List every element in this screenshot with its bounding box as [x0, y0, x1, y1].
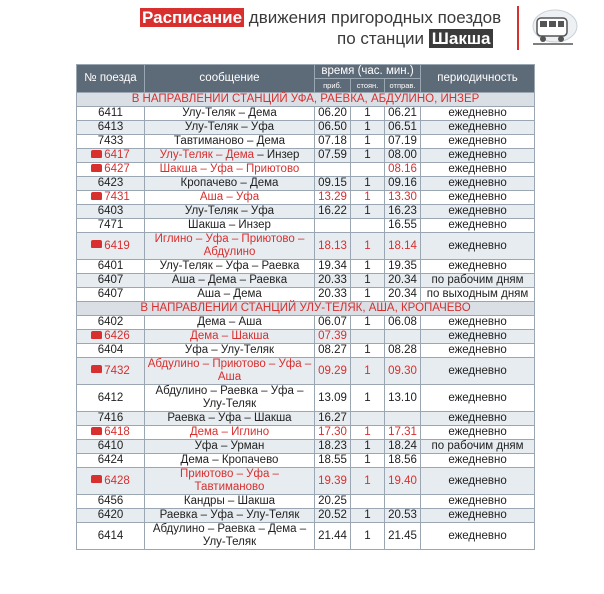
table-row — [77, 440, 535, 454]
table-row — [77, 523, 535, 550]
route-text: Кандры – Шакша — [183, 495, 276, 507]
route-text: Иглино – Уфа – Приютово – Абдулино — [154, 233, 305, 258]
route-cell — [145, 163, 315, 177]
train-number: 7471 — [97, 219, 124, 231]
arrival-time: 18.55 — [315, 454, 351, 468]
arrival-time — [315, 163, 351, 177]
train-number: 6418 — [104, 426, 130, 438]
route-cell — [145, 260, 315, 274]
train-number-cell — [77, 412, 145, 426]
train-number-cell — [77, 288, 145, 302]
stop-duration: 1 — [351, 454, 385, 468]
train-number: 6423 — [97, 177, 124, 189]
stop-duration: 1 — [351, 385, 385, 412]
table-row — [77, 426, 535, 440]
train-number-cell — [77, 191, 145, 205]
periodicity: ежедневно — [421, 454, 535, 468]
route-cell — [145, 468, 315, 495]
table-row — [77, 412, 535, 426]
route-cell — [145, 288, 315, 302]
departure-time: 06.08 — [385, 316, 421, 330]
arrival-time: 13.29 — [315, 191, 351, 205]
train-number-cell — [77, 509, 145, 523]
stop-duration: 1 — [351, 107, 385, 121]
arrival-time: 06.50 — [315, 121, 351, 135]
title-highlight: Расписание — [142, 8, 243, 27]
stop-duration: 1 — [351, 177, 385, 191]
title-rest: движения пригородных поездов — [248, 8, 502, 27]
departure-time: 20.53 — [385, 509, 421, 523]
stop-duration: 1 — [351, 358, 385, 385]
route-text: Улу-Теляк – Уфа — [184, 205, 275, 217]
periodicity: ежедневно — [421, 344, 535, 358]
train-number-cell — [77, 358, 145, 385]
departure-time: 18.14 — [385, 233, 421, 260]
train-number-cell — [77, 344, 145, 358]
departure-time: 18.24 — [385, 440, 421, 454]
periodicity: ежедневно — [421, 260, 535, 274]
route-text: Улу-Теляк – Дема — [182, 107, 277, 119]
stop-duration: 1 — [351, 121, 385, 135]
train-number-cell — [77, 135, 145, 149]
train-icon — [91, 240, 102, 248]
stop-duration: 1 — [351, 316, 385, 330]
departure-time — [385, 495, 421, 509]
route-text: Абдулино – Раевка – Дема – Улу-Теляк — [152, 523, 307, 548]
route-cell — [145, 344, 315, 358]
train-number: 6403 — [97, 205, 124, 217]
arrival-time: 18.13 — [315, 233, 351, 260]
route-cell — [145, 495, 315, 509]
arrival-time: 13.09 — [315, 385, 351, 412]
table-body — [77, 93, 535, 550]
train-number-cell — [77, 495, 145, 509]
route-cell — [145, 426, 315, 440]
table-row — [77, 509, 535, 523]
periodicity: ежедневно — [421, 385, 535, 412]
route-text: Абдулино – Приютово – Уфа – Аша — [147, 358, 312, 383]
train-number-cell — [77, 233, 145, 260]
train-number-cell — [77, 426, 145, 440]
stop-duration: 1 — [351, 191, 385, 205]
departure-time: 09.16 — [385, 177, 421, 191]
route-text: Дема – Кропачево — [180, 454, 279, 466]
train-number: 6419 — [104, 239, 130, 252]
route-cell — [145, 358, 315, 385]
table-row — [77, 454, 535, 468]
train-number-cell — [77, 440, 145, 454]
table-row — [77, 495, 535, 509]
route-text: Уфа – Улу-Теляк — [184, 344, 275, 356]
route-cell — [145, 121, 315, 135]
table-row — [77, 344, 535, 358]
periodicity: по рабочим дням — [421, 440, 535, 454]
route-text: Улу-Теляк – Уфа – Раевка — [159, 260, 300, 272]
station-name: Шакша — [429, 29, 494, 48]
periodicity: ежедневно — [421, 358, 535, 385]
route-cell — [145, 509, 315, 523]
route-cell — [145, 330, 315, 344]
route-cell — [145, 149, 315, 163]
train-number-cell — [77, 454, 145, 468]
train-number-cell — [77, 149, 145, 163]
periodicity: ежедневно — [421, 509, 535, 523]
arrival-time: 07.39 — [315, 330, 351, 344]
title-line-1 — [140, 8, 501, 28]
arrival-time: 09.29 — [315, 358, 351, 385]
train-number-cell — [77, 163, 145, 177]
stop-duration: 1 — [351, 274, 385, 288]
col-header-route: сообщение — [145, 65, 315, 93]
arrival-time: 16.27 — [315, 412, 351, 426]
section-row — [77, 302, 535, 316]
stop-duration: 1 — [351, 135, 385, 149]
train-number: 6407 — [97, 288, 124, 300]
title-line-2 — [337, 29, 493, 49]
arrival-time: 16.22 — [315, 205, 351, 219]
route-cell — [145, 177, 315, 191]
stop-duration: 1 — [351, 205, 385, 219]
periodicity: ежедневно — [421, 233, 535, 260]
departure-time: 07.19 — [385, 135, 421, 149]
train-number: 6420 — [97, 509, 124, 521]
stop-duration: 1 — [351, 523, 385, 550]
stop-duration: 1 — [351, 509, 385, 523]
train-icon — [91, 164, 102, 172]
train-number-cell — [77, 205, 145, 219]
table-row — [77, 219, 535, 233]
table-row — [77, 121, 535, 135]
arrival-time: 21.44 — [315, 523, 351, 550]
periodicity: ежедневно — [421, 191, 535, 205]
route-cell — [145, 523, 315, 550]
train-number: 7416 — [97, 412, 124, 424]
route-cell — [145, 233, 315, 260]
train-icon — [91, 192, 102, 200]
train-logo-icon — [527, 6, 579, 50]
route-text: Дема – Шакша — [190, 330, 269, 342]
periodicity: ежедневно — [421, 316, 535, 330]
route-cell — [145, 274, 315, 288]
train-number: 6456 — [97, 495, 124, 507]
route-text: Дема – Иглино — [189, 426, 270, 438]
train-number-cell — [77, 177, 145, 191]
route-text: Шакша – Уфа – Приютово — [159, 163, 300, 175]
departure-time: 06.21 — [385, 107, 421, 121]
title-station-prefix: по станции — [337, 29, 425, 48]
train-number: 6407 — [97, 274, 124, 286]
train-number-cell — [77, 316, 145, 330]
periodicity: ежедневно — [421, 426, 535, 440]
periodicity: ежедневно — [421, 495, 535, 509]
arrival-time: 20.33 — [315, 288, 351, 302]
table-row — [77, 274, 535, 288]
route-text: Улу-Теляк – Уфа — [184, 121, 275, 133]
periodicity: ежедневно — [421, 330, 535, 344]
arrival-time: 20.25 — [315, 495, 351, 509]
train-number: 7431 — [104, 191, 130, 203]
departure-time: 08.28 — [385, 344, 421, 358]
train-number: 6414 — [97, 529, 124, 542]
train-number: 6428 — [104, 474, 130, 487]
periodicity: ежедневно — [421, 412, 535, 426]
periodicity: ежедневно — [421, 523, 535, 550]
col-header-stop: стоян. — [351, 79, 385, 93]
train-number: 6426 — [104, 330, 130, 342]
route-cell — [145, 219, 315, 233]
periodicity: ежедневно — [421, 468, 535, 495]
periodicity: ежедневно — [421, 107, 535, 121]
train-icon — [91, 365, 102, 373]
periodicity: по выходным дням — [421, 288, 535, 302]
train-number-cell — [77, 385, 145, 412]
stop-duration: 1 — [351, 149, 385, 163]
arrival-time: 19.34 — [315, 260, 351, 274]
route-cell — [145, 440, 315, 454]
route-text: Раевка – Уфа – Шакша — [167, 412, 292, 424]
stop-duration — [351, 163, 385, 177]
stop-duration — [351, 219, 385, 233]
table-row — [77, 149, 535, 163]
departure-time: 16.23 — [385, 205, 421, 219]
train-number: 7433 — [97, 135, 124, 147]
departure-time: 17.31 — [385, 426, 421, 440]
arrival-time: 07.18 — [315, 135, 351, 149]
stop-duration — [351, 495, 385, 509]
departure-time: 20.34 — [385, 288, 421, 302]
route-text: Улу-Теляк – Дема — [159, 149, 255, 161]
train-number-cell — [77, 260, 145, 274]
stop-duration — [351, 330, 385, 344]
arrival-time: 20.52 — [315, 509, 351, 523]
departure-time: 13.10 — [385, 385, 421, 412]
departure-time: 21.45 — [385, 523, 421, 550]
table-row — [77, 177, 535, 191]
periodicity: ежедневно — [421, 149, 535, 163]
table-row — [77, 385, 535, 412]
train-number: 6404 — [97, 344, 124, 356]
arrival-time: 18.23 — [315, 440, 351, 454]
arrival-time: 19.39 — [315, 468, 351, 495]
train-number-cell — [77, 523, 145, 550]
route-text: Аша – Уфа — [199, 191, 260, 203]
col-header-time: время (час. мин.) — [315, 65, 421, 79]
train-number: 6402 — [97, 316, 124, 328]
train-number-cell — [77, 330, 145, 344]
page-header — [0, 0, 604, 58]
col-header-departure: отправ. — [385, 79, 421, 93]
train-number: 6401 — [97, 260, 124, 272]
route-text: Аша – Дема – Раевка — [171, 274, 288, 286]
train-number-cell — [77, 468, 145, 495]
periodicity: ежедневно — [421, 205, 535, 219]
periodicity: ежедневно — [421, 219, 535, 233]
departure-time: 08.00 — [385, 149, 421, 163]
table-row — [77, 233, 535, 260]
route-text: Аша – Дема — [197, 288, 262, 300]
stop-duration — [351, 412, 385, 426]
departure-time — [385, 330, 421, 344]
table-row — [77, 358, 535, 385]
route-text: Кропачево – Дема — [180, 177, 279, 189]
route-cell — [145, 454, 315, 468]
table-row — [77, 191, 535, 205]
section-title: В НАПРАВЛЕНИИ СТАНЦИЙ УЛУ-ТЕЛЯК, АША, КРОПАЧЕВО — [77, 302, 535, 316]
route-cell — [145, 316, 315, 330]
arrival-time — [315, 219, 351, 233]
arrival-time: 08.27 — [315, 344, 351, 358]
table-header — [77, 65, 535, 93]
stop-duration: 1 — [351, 440, 385, 454]
train-number-cell — [77, 107, 145, 121]
route-text: Приютово – Уфа – Тавтиманово — [180, 468, 279, 493]
col-header-period: периодичность — [421, 65, 535, 93]
route-text: Уфа – Урман — [194, 440, 265, 452]
stop-duration: 1 — [351, 468, 385, 495]
table-row — [77, 288, 535, 302]
header-divider — [517, 6, 519, 50]
arrival-time: 20.33 — [315, 274, 351, 288]
stop-duration: 1 — [351, 288, 385, 302]
train-icon — [91, 427, 102, 435]
train-number: 6411 — [98, 107, 123, 119]
train-number: 6412 — [97, 391, 124, 404]
table-row — [77, 107, 535, 121]
train-number: 6427 — [104, 163, 130, 175]
departure-time: 09.30 — [385, 358, 421, 385]
arrival-time: 17.30 — [315, 426, 351, 440]
route-text: Абдулино – Раевка – Уфа – Улу-Теляк — [155, 385, 304, 410]
section-title: В НАПРАВЛЕНИИ СТАНЦИЙ УФА, РАЕВКА, АБДУЛИНО, ИНЗЕР — [77, 93, 535, 107]
departure-time: 16.55 — [385, 219, 421, 233]
train-icon — [91, 475, 102, 483]
table-row — [77, 260, 535, 274]
train-number-cell — [77, 274, 145, 288]
route-text: Шакша – Инзер — [188, 219, 271, 231]
route-cell — [145, 191, 315, 205]
train-number: 7432 — [104, 364, 130, 377]
schedule-table — [76, 64, 535, 550]
route-cell — [145, 135, 315, 149]
route-suffix: – Инзер — [254, 149, 300, 161]
arrival-time: 06.07 — [315, 316, 351, 330]
train-number: 6410 — [97, 440, 124, 452]
route-cell — [145, 107, 315, 121]
stop-duration: 1 — [351, 233, 385, 260]
periodicity: ежедневно — [421, 121, 535, 135]
periodicity: ежедневно — [421, 135, 535, 149]
route-cell — [145, 412, 315, 426]
stop-duration: 1 — [351, 426, 385, 440]
periodicity: по рабочим дням — [421, 274, 535, 288]
departure-time: 08.16 — [385, 163, 421, 177]
arrival-time: 06.20 — [315, 107, 351, 121]
section-row — [77, 93, 535, 107]
train-number-cell — [77, 219, 145, 233]
departure-time — [385, 412, 421, 426]
train-icon — [91, 331, 102, 339]
train-number: 6424 — [97, 454, 124, 466]
table-row — [77, 316, 535, 330]
periodicity: ежедневно — [421, 177, 535, 191]
table-row — [77, 135, 535, 149]
departure-time: 18.56 — [385, 454, 421, 468]
periodicity: ежедневно — [421, 163, 535, 177]
arrival-time: 07.59 — [315, 149, 351, 163]
train-icon — [91, 150, 102, 158]
col-header-arrival: приб. — [315, 79, 351, 93]
departure-time: 13.30 — [385, 191, 421, 205]
stop-duration: 1 — [351, 260, 385, 274]
departure-time: 06.51 — [385, 121, 421, 135]
table-row — [77, 330, 535, 344]
table-row — [77, 468, 535, 495]
train-number: 6413 — [97, 121, 124, 133]
stop-duration: 1 — [351, 344, 385, 358]
train-number-cell — [77, 121, 145, 135]
route-text: Тавтиманово – Дема — [173, 135, 286, 147]
route-cell — [145, 385, 315, 412]
route-cell — [145, 205, 315, 219]
train-number: 6417 — [104, 149, 130, 161]
arrival-time: 09.15 — [315, 177, 351, 191]
table-row — [77, 205, 535, 219]
route-text: Раевка – Уфа – Улу-Теляк — [159, 509, 300, 521]
departure-time: 19.35 — [385, 260, 421, 274]
col-header-num: № поезда — [77, 65, 145, 93]
departure-time: 20.34 — [385, 274, 421, 288]
table-row — [77, 163, 535, 177]
departure-time: 19.40 — [385, 468, 421, 495]
route-text: Дема – Аша — [197, 316, 262, 328]
